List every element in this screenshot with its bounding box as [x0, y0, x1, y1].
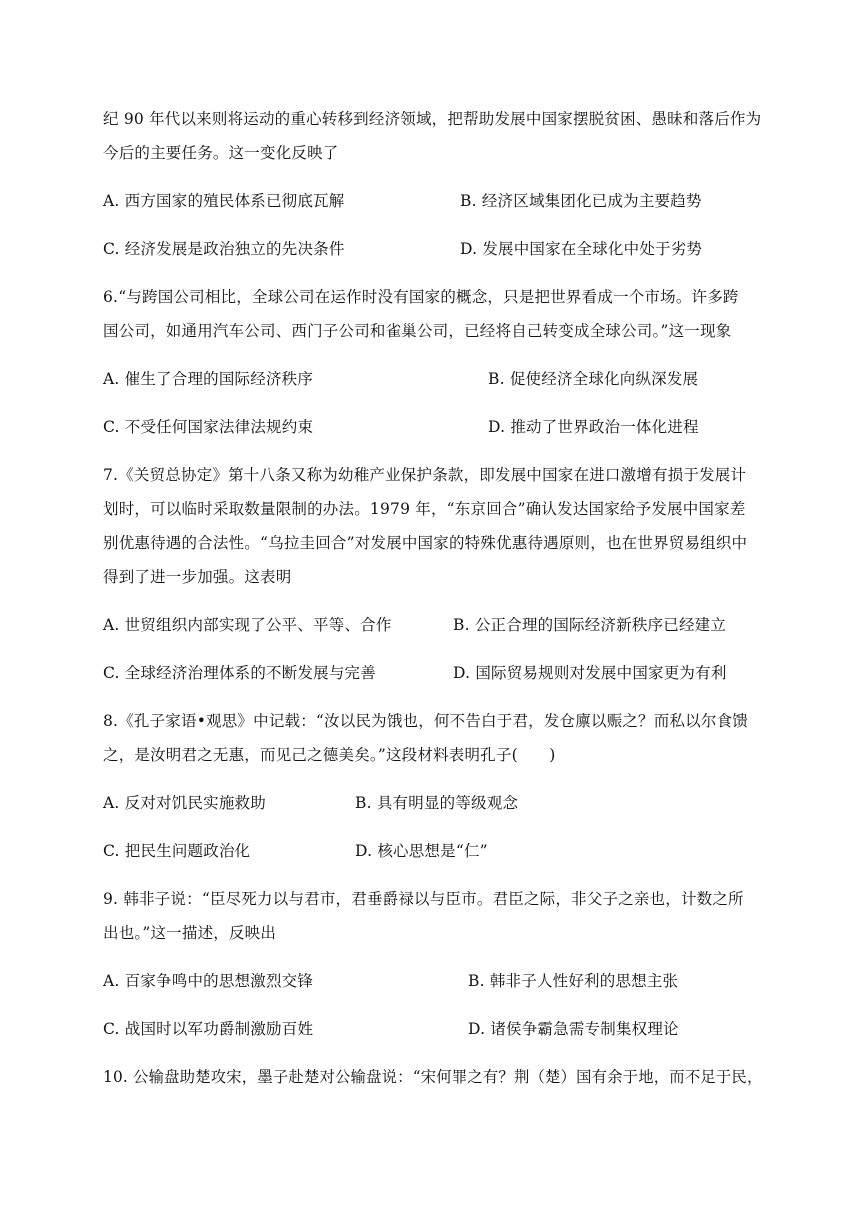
q9-option-d: D. 诸侯争霸急需专制集权理论: [468, 1020, 679, 1038]
q8-stem-line-1: 8.《孔子家语•观思》中记载：“汝以民为饿也，何不告白于君，发仓廪以赈之？而私以尔食馈: [103, 712, 748, 730]
q6-option-a: A. 催生了合理的国际经济秩序: [103, 370, 314, 388]
q6-option-c: C. 不受任何国家法律法规约束: [103, 418, 314, 436]
q7-option-b: B. 公正合理的国际经济新秩序已经建立: [453, 616, 727, 634]
q5-option-c: C. 经济发展是政治独立的先决条件: [103, 240, 345, 258]
q6-option-d: D. 推动了世界政治一体化进程: [488, 418, 699, 436]
q10-stem-line-1: 10. 公输盘助楚攻宋，墨子赴楚对公输盘说：“宋何罪之有？荆（楚）国有余于地，而不足于民，: [103, 1068, 763, 1086]
q9-option-c: C. 战国时以军功爵制激励百姓: [103, 1020, 314, 1038]
q5-stem-line-2: 今后的主要任务。这一变化反映了: [103, 144, 339, 162]
q7-stem-line-2: 划时，可以临时采取数量限制的办法。1979 年，“东京回合”确认发达国家给予发展中国家差: [103, 500, 746, 518]
q8-stem-line-2: 之，是汝明君之无惠，而见己之德美矣。”这段材料表明孔子( ): [103, 746, 556, 764]
q5-option-d: D. 发展中国家在全球化中处于劣势: [460, 240, 703, 258]
q9-stem-line-1: 9. 韩非子说：“臣尽死力以与君市，君垂爵禄以与臣市。君臣之际，非父子之亲也，计数之所: [103, 890, 744, 908]
q5-stem-line-1: 纪 90 年代以来则将运动的重心转移到经济领域，把帮助发展中国家摆脱贫困、愚昧和落后作为: [103, 110, 762, 128]
q9-stem-line-2: 出也。”这一描述，反映出: [103, 924, 277, 942]
q8-option-a: A. 反对对饥民实施救助: [103, 794, 266, 812]
q7-stem-line-4: 得到了进一步加强。这表明: [103, 568, 292, 586]
q7-option-a: A. 世贸组织内部实现了公平、平等、合作: [103, 616, 392, 634]
q7-option-d: D. 国际贸易规则对发展中国家更为有利: [453, 664, 727, 682]
q6-stem-line-2: 国公司，如通用汽车公司、西门子公司和雀巢公司，已经将自己转变成全球公司。”这一现象: [103, 322, 732, 340]
q8-option-d: D. 核心思想是“仁”: [355, 842, 488, 860]
q7-option-c: C. 全球经济治理体系的不断发展与完善: [103, 664, 376, 682]
q5-option-b: B. 经济区域集团化已成为主要趋势: [460, 192, 702, 210]
q7-stem-line-1: 7.《关贸总协定》第十八条又称为幼稚产业保护条款，即发展中国家在进口激增有损于发展计: [103, 466, 747, 484]
q8-option-c: C. 把民生问题政治化: [103, 842, 251, 860]
q9-option-a: A. 百家争鸣中的思想激烈交锋: [103, 972, 314, 990]
q6-option-b: B. 促使经济全球化向纵深发展: [488, 370, 699, 388]
q9-option-b: B. 韩非子人性好利的思想主张: [468, 972, 679, 990]
q7-stem-line-3: 别优惠待遇的合法性。“乌拉圭回合”对发展中国家的特殊优惠待遇原则，也在世界贸易组织中: [103, 534, 748, 552]
q8-option-b: B. 具有明显的等级观念: [355, 794, 519, 812]
q5-option-a: A. 西方国家的殖民体系已彻底瓦解: [103, 192, 345, 210]
q6-stem-line-1: 6.“与跨国公司相比，全球公司在运作时没有国家的概念，只是把世界看成一个市场。许多跨: [103, 288, 739, 306]
